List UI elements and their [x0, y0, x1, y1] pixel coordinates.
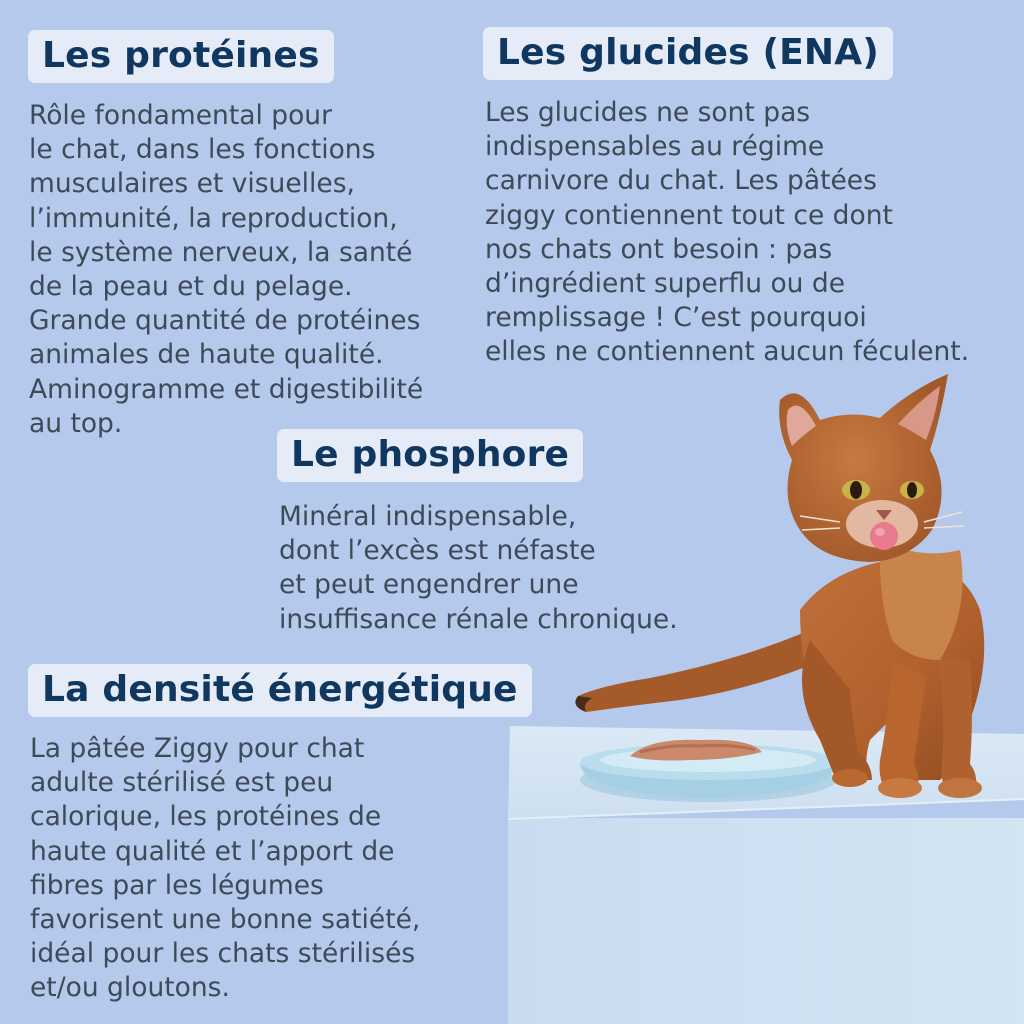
text-densite-energetique: La pâtée Ziggy pour chat adulte stérilisé est peu calorique, les protéines de haute qualité et l’apport de fibres par les légumes favorisent une bonne satiété, idéal pour les chats stérilisés et/ou gloutons. — [30, 733, 421, 1004]
heading-densite-energetique: La densité énergétique — [28, 664, 532, 717]
heading-phosphore: Le phosphore — [277, 429, 583, 482]
heading-proteines: Les protéines — [28, 30, 334, 83]
cat-tail — [576, 630, 818, 712]
text-proteines: Rôle fondamental pour le chat, dans les fonctions musculaires et visuelles, l’immunité, la reproduction, le système nerveux, la santé de la peau et du pelage. Grande quantité de protéines animales de haute qualité. Aminogramme et digestibilité au top. — [29, 100, 424, 439]
heading-glucides: Les glucides (ENA) — [483, 27, 893, 80]
cat-illustration — [500, 360, 1024, 1024]
text-phosphore: Minéral indispensable, dont l’excès est néfaste et peut engendrer une insuffisance rénale chronique. — [279, 501, 678, 635]
text-glucides: Les glucides ne sont pas indispensables au régime carnivore du chat. Les pâtées ziggy contiennent tout ce dont nos chats ont besoin : pas d’ingrédient superflu ou de remplissage ! C’est pourquoi elles ne contiennent aucun féculent. — [485, 97, 970, 368]
